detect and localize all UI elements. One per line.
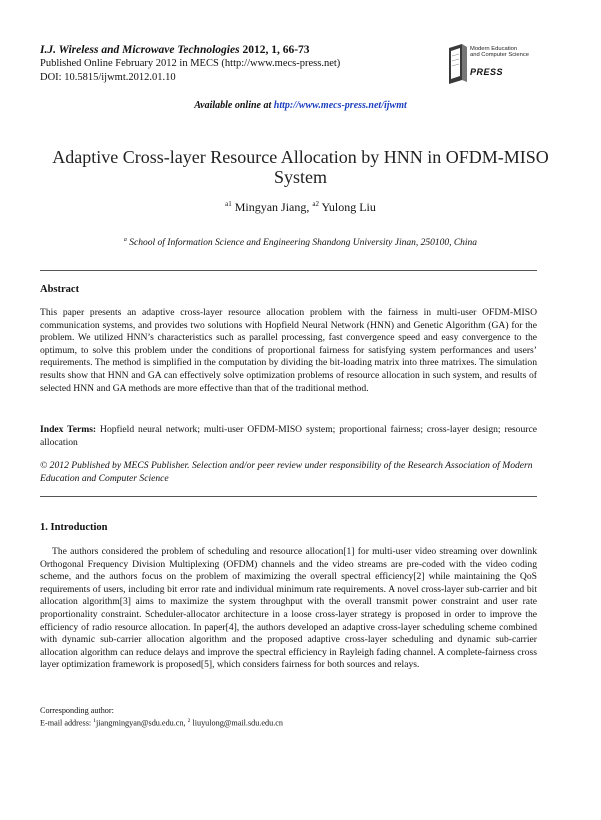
journal-volume: 2012, 1, 66-73 [242,44,310,56]
abstract-text: This paper presents an adaptive cross-layer resource allocation problem with the fairness in multi-user OFDM-MISO communication systems, and provides two solutions with Hopfield Neural Network (HNN) and Genetic Algorithm (GA) for the problem. We utilized HNN’s characteristics such as parallel processing, fast convergence speed and easy convergence to the optimum, to solve this problem under the conditions of proportional fairness for satisfying system performances and users’ requirements. The method is simplified in the computation by dividing the bit-loading matrix into three matrixes. The simulation results show that HNN and GA can effectively solve optimization problems of resource allocation in such system, and results of selected HNN and GA methods are more effective than that of the traditional method. [40,307,537,394]
email-prefix: E-mail address: [40,718,92,728]
author1: Mingyan Jiang, [234,200,310,214]
journal-link[interactable]: http://www.mecs-press.net/ijwmt [273,100,407,111]
authors [0,200,601,215]
logo-line1: Modern Education [470,46,518,52]
footnote-email [40,716,283,729]
available-online [0,100,601,111]
index-terms-text: Hopfield neural network; multi-user OFDM-MISO system; proportional fairness; cross-layer design; resource allocation [40,424,537,448]
divider-bottom [40,496,537,497]
book-stack-icon [446,42,470,86]
footnote-label: Corresponding author: [40,706,114,715]
index-terms [40,424,537,449]
email2[interactable]: liuyulong@mail.sdu.edu.cn [192,718,283,728]
email2-sup: 2 [187,718,191,724]
affil-text: School of Information Science and Engineering Shandong University Jinan, 250100, China [129,238,478,249]
email1[interactable]: jiangmingyan@sdu.edu.cn, [95,718,186,728]
intro-text: The authors considered the problem of scheduling and resource allocation[1] for multi-user video streaming over downlink Orthogonal Frequency Division Multiplexing (OFDM) channels and the video streams are pre-coded with the video coding scheme, and the authors focus on the problem of maximizing the overall spectral efficiency[2] while maintaining the QoS requirements of users, including bit error rate and individual minimum rate requirements. A novel cross-layer sub-carrier and bit allocation algorithm[3] aims to maximize the system throughput with the overall transmit power constraint and user rate proportionality constraint. Scheduler-allocator architecture in a loose cross-layer strategy is proposed in order to improve the efficiency of radio resource allocation. In paper[4], the authors developed an adaptive cross-layer scheduling scheme combined with dynamic sub-carrier allocation algorithm and the proposed adaptive cross-layer scheduling and dynamic sub-carrier allocation algorithm can reduce delays and improve the spectral efficiency in Rayleigh fading channel. A complete-fairness cross layer optimization framework is proposed[5], which considers fairness for both sources and relays. [40,546,537,671]
abstract-heading: Abstract [40,284,80,295]
divider-top [40,270,537,271]
logo-line2: and Computer Science [470,52,529,59]
author2-sup: a2 [312,200,319,208]
journal-header [40,44,310,56]
copyright-notice: © 2012 Published by MECS Publisher. Selection and/or peer review under responsibility of the Research Association of Modern Education and Computer Science [40,460,533,484]
email1-sup: 1 [93,718,96,724]
published-line: Published Online February 2012 in MECS (http://www.mecs-press.net) [40,58,341,69]
author2: Yulong Liu [321,200,376,214]
doi-line: DOI: 10.5815/ijwmt.2012.01.10 [40,72,176,83]
available-prefix: Available online at [194,100,272,111]
index-terms-label: Index Terms: [40,424,97,435]
logo-press: PRESS [470,67,504,77]
author1-sup: a1 [225,200,232,208]
affiliation [0,237,601,248]
paper-title: Adaptive Cross-layer Resource Allocation by HNN in OFDM-MISO System [52,147,549,187]
journal-name: I.J. Wireless and Microwave Technologies [40,44,240,56]
logo-text [470,46,529,59]
affil-sup: a [123,237,127,243]
mecs-press-logo [446,40,556,86]
intro-heading: 1. Introduction [40,522,108,533]
